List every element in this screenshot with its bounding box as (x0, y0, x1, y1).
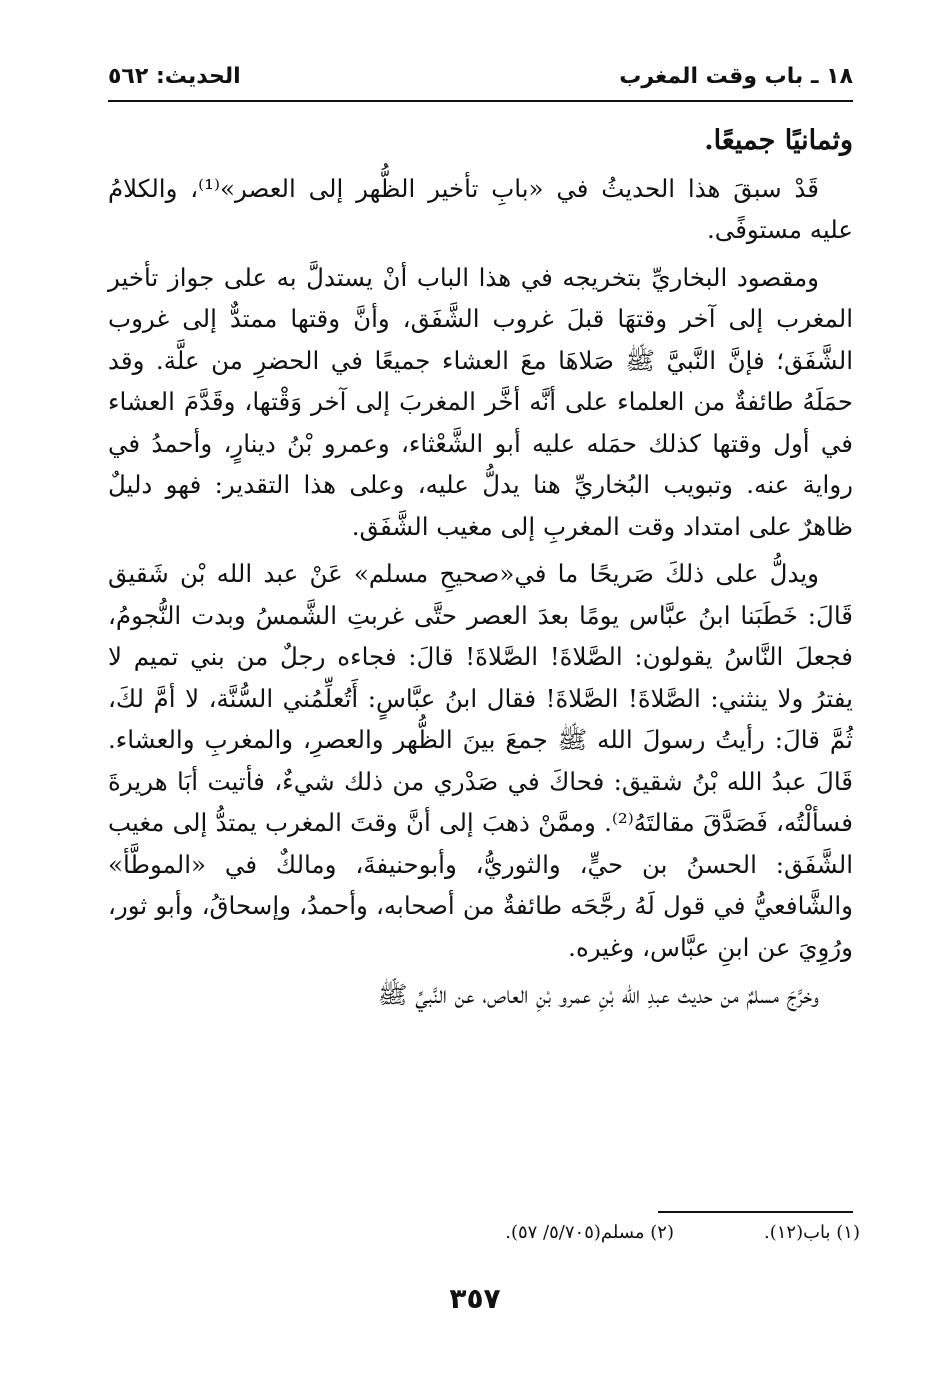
page-number: ٣٥٧ (449, 1282, 501, 1315)
paragraph-2: ومقصود البخاريِّ بتخريجه في هذا الباب أنْ يستدلَّ به على جواز تأخير المغرب إلى آخر وقتهَا قبلَ غروب الشَّفَق، وأنَّ وقتها ممتدٌّ إلى غروب الشَّفَق؛ فإنَّ النَّبيَّ ﷺ صَلاهَا معَ العشاء جميعًا في الحضرِ من علَّة. وقد حمَلَهُ طائفةٌ من العلماء على أنَّه أخَّر المغربَ إلى آخر وَقْتها، وقَدَّمَ العشاء في أول وقتها كذلك حمَله عليه أبو الشَّعْثاء، وعمرو بْنُ دينارٍ، وأحمدُ في رواية عنه. وتبويب البُخاريِّ هنا يدلُّ عليه، وعلى هذا التقدير: فهو دليلٌ ظاهرٌ على امتداد وقت المغربِ إلى مغيب الشَّفَق. (108, 262, 853, 541)
hadith-ending: وثمانيًا جميعًا. (704, 125, 853, 156)
header-rule (108, 100, 853, 102)
footnote-rule (658, 1211, 853, 1213)
footnotes (300, 1222, 860, 1243)
paragraph-3: ويدلُّ على ذلكَ صَريحًا ما في«صحيحِ مسلم» عَنْ عبد الله بْن شَقيق قَالَ: خَطَبَنا ابنُ عبَّاس يومًا بعدَ العصر حتَّى غربتِ الشَّمسُ وبدت النُّجومُ، فجعلَ النَّاسُ يقولون: الصَّلاةَ! الصَّلاةَ! قالَ: فجاءه رجلٌ من بني تميم لا يفترُ ولا ينثني: الصَّلاةَ! الصَّلاةَ! فقال ابنُ عبَّاسٍ: أَتُعلِّمُني السُّنَّة، لا أمَّ لكَ، ثُمَّ قالَ: رأيتُ رسولَ الله ﷺ جمعَ بينَ الظُّهر والعصرِ، والمغربِ والعشاء. قَالَ عبدُ الله بْنُ شقيق: فحاكَ في صَدْري من ذلك شيءٌ، فأتيت أبَا هريرةَ فسألْتُه، فَصَدَّقَ مقالتَهُ⁽²⁾. وممَّنْ ذهبَ إلى أنَّ وقتَ المغرب يمتدُّ إلى مغيب الشَّفَق: الحسنُ بن حيٍّ، والثوريُّ، وأبوحنيفةَ، ومالكٌ في «الموطَّأ» والشَّافعيُّ في قول لَهُ رجَّحَه طائفةٌ من أصحابه، وأحمدُ، وإسحاقُ، وأبو ثور، ورُوِيَ عن ابنِ عبَّاس، وغيره. (108, 559, 853, 962)
main-text (108, 120, 853, 1022)
running-header (108, 56, 853, 96)
paragraph-1: قَدْ سبقَ هذا الحديثُ في «بابِ تأخير الظُّهر إلى العصر»⁽¹⁾، والكلامُ عليه مستوفًى. (108, 173, 853, 244)
footnote-2: (٢) مسلم(٥/٧٠٥/ ٥٧). (505, 1222, 674, 1243)
hadith-reference: الحديث: ٥٦٢ (108, 63, 241, 89)
chapter-title: ١٨ ـ باب وقت المغرب (619, 63, 853, 89)
paragraph-4: وخرَّجَ مسلمٌ من حديث عبدِ الله بْنِ عمرو بْنِ العاص، عن النَّبيِّ ﷺ (377, 980, 819, 1009)
footnote-1: (١) باب(١٢). (763, 1222, 860, 1243)
